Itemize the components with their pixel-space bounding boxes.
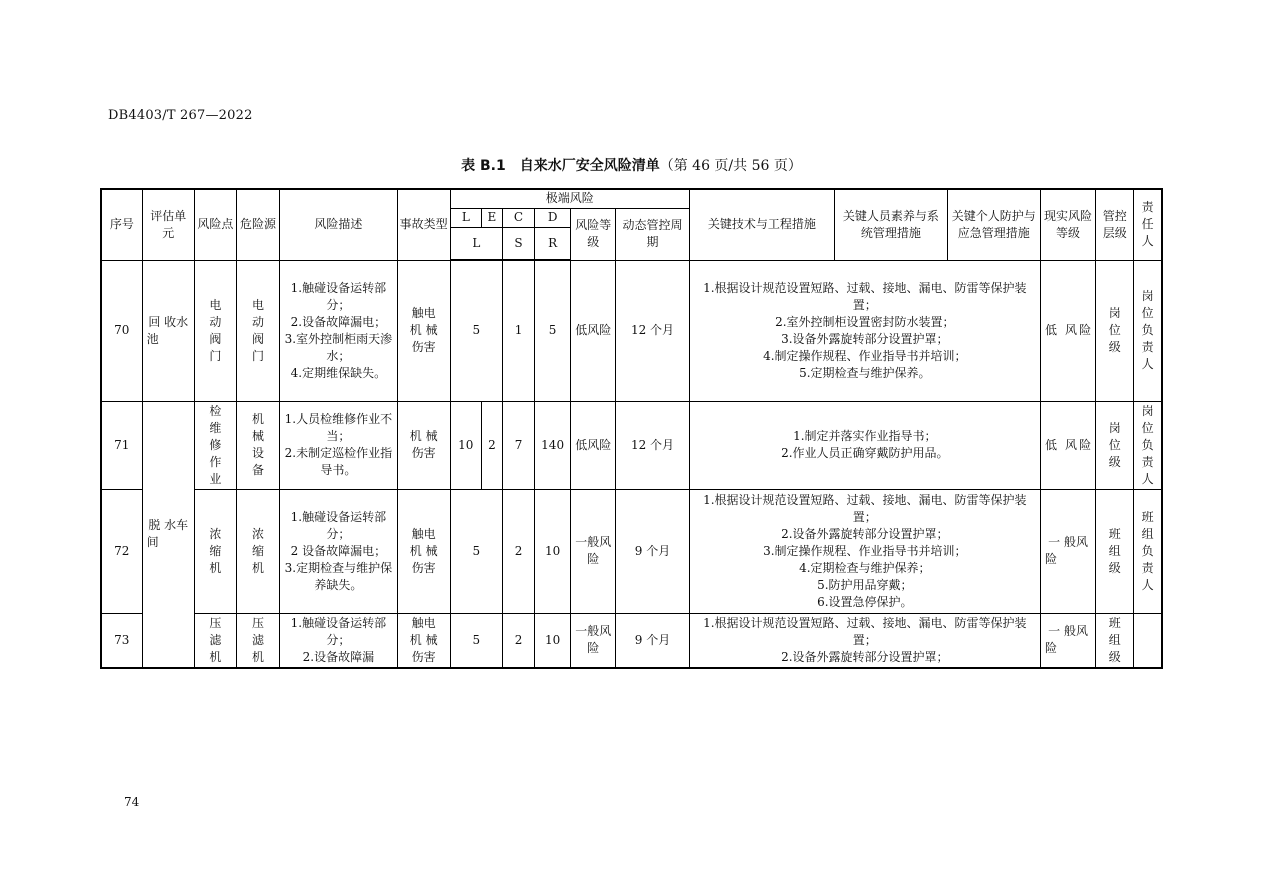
cell-line: 4.制定操作规程、作业指导书并培训； — [763, 348, 967, 363]
cell-D: 10 — [535, 489, 571, 613]
cell-description — [280, 260, 397, 401]
cell-line: 1.触碰设备运转部分； — [290, 509, 387, 541]
cell-responsible — [1134, 260, 1162, 401]
cell-E: 2 — [481, 401, 502, 489]
cell-line: 负 — [1141, 323, 1154, 337]
cell-line: 组 — [1141, 526, 1154, 541]
cell-actual-level: 低 风险 — [1040, 260, 1095, 401]
cell-line: 人 — [1141, 357, 1154, 371]
cell-D: 5 — [535, 260, 571, 401]
cell-measures — [689, 401, 1040, 489]
cell-line: 业 — [209, 471, 222, 486]
cell-L: 5 — [450, 489, 502, 613]
cell-accident-type — [397, 489, 450, 613]
cell-line: 机 械 — [409, 632, 438, 647]
header-E-top: E — [481, 208, 502, 227]
cell-line: 4.定期维保缺失。 — [290, 365, 387, 380]
cell-line: 3.设备外露旋转部分设置护罩； — [781, 331, 949, 346]
cell-line: 触电 — [411, 615, 436, 630]
cell-line: 1.根据设计规范设置短路、过载、接地、漏电、防雷等保护装置； — [703, 280, 1027, 312]
header-extreme-risk: 极端风险 — [450, 189, 689, 208]
header-responsible: 责任人 — [1134, 189, 1162, 260]
cell-hazard — [236, 260, 279, 401]
cell-line: 责 — [1141, 560, 1154, 575]
cell-line: 班 — [1108, 615, 1121, 630]
cell-line: 缩 — [252, 543, 265, 558]
table-title — [0, 155, 1263, 175]
cell-line: 机 — [209, 649, 222, 664]
cell-risk-point — [194, 489, 236, 613]
cell-line: 3.制定操作规程、作业指导书并培训； — [763, 543, 967, 558]
cell-line: 岗 — [1108, 420, 1121, 435]
cell-responsible — [1134, 401, 1162, 489]
header-L-bottom: L — [450, 227, 502, 260]
cell-line: 岗 — [1141, 403, 1154, 418]
cell-period: 9 个月 — [616, 489, 689, 613]
cell-line: 作 — [209, 454, 222, 469]
cell-line: 机 — [209, 560, 222, 575]
cell-line: 位 — [1141, 420, 1154, 435]
cell-line: 1.触碰设备运转部分； — [290, 615, 387, 647]
table-row — [101, 613, 1162, 668]
cell-period: 12 个月 — [616, 401, 689, 489]
cell-responsible — [1134, 489, 1162, 613]
header-protection-measures: 关键个人防护与应急管理措施 — [947, 189, 1040, 260]
cell-line: 滤 — [209, 632, 222, 647]
cell-line: 机 械 — [409, 429, 438, 443]
cell-seq: 72 — [101, 489, 142, 613]
cell-line: 1.根据设计规范设置短路、过载、接地、漏电、防雷等保护装置； — [703, 492, 1027, 524]
cell-line: 组 — [1108, 543, 1121, 558]
cell-risk-level: 一般风险 — [571, 613, 616, 668]
cell-line: 伤害 — [411, 560, 436, 575]
cell-line: 2 设备故障漏电； — [290, 543, 387, 558]
header-R-bottom: R — [535, 227, 571, 260]
cell-hazard — [236, 401, 279, 489]
cell-risk-point — [194, 613, 236, 668]
cell-line: 阀 — [252, 331, 265, 346]
cell-line: 负 — [1141, 437, 1154, 452]
cell-line: 2.设备外露旋转部分设置护罩； — [781, 526, 949, 541]
cell-line: 1.触碰设备运转部分； — [290, 280, 387, 312]
cell-line: 阀 — [209, 331, 222, 346]
cell-line: 维 — [209, 420, 222, 435]
cell-measures — [689, 489, 1040, 613]
header-dynamic-period: 动态管控周期 — [616, 208, 689, 260]
header-seq: 序号 — [101, 189, 142, 260]
cell-period: 9 个月 — [616, 613, 689, 668]
cell-line: 1.根据设计规范设置短路、过载、接地、漏电、防雷等保护装置； — [703, 615, 1027, 647]
cell-line: 电 — [252, 297, 265, 312]
cell-measures — [689, 613, 1040, 668]
cell-line: 机 — [252, 649, 265, 664]
cell-line: 级 — [1108, 560, 1121, 575]
cell-line: 动 — [252, 314, 265, 329]
cell-line: 滤 — [252, 632, 265, 647]
cell-description — [280, 613, 397, 668]
cell-line: 岗 — [1141, 289, 1154, 303]
header-description: 风险描述 — [280, 189, 397, 260]
cell-line: 2.设备故障漏电； — [290, 314, 387, 329]
cell-line: 班 — [1141, 509, 1154, 524]
cell-control-level — [1096, 489, 1134, 613]
cell-L: 5 — [450, 613, 502, 668]
cell-accident-type — [397, 613, 450, 668]
cell-line: 门 — [252, 348, 265, 363]
cell-L: 10 — [450, 401, 481, 489]
cell-line: 人 — [1141, 577, 1154, 592]
table-row — [101, 489, 1162, 613]
cell-line: 缩 — [209, 543, 222, 558]
cell-line: 1.人员检维修作业不当； — [284, 412, 393, 443]
cell-unit: 回 收水池 — [142, 260, 194, 401]
cell-line: 5.防护用品穿戴； — [817, 577, 913, 592]
cell-risk-point — [194, 401, 236, 489]
cell-line: 伤害 — [411, 649, 436, 664]
table-row — [101, 401, 1162, 489]
cell-line: 修 — [209, 437, 222, 452]
table-page-note: （第 46 页/共 56 页） — [659, 158, 802, 174]
cell-line: 2.室外控制柜设置密封防水装置； — [775, 314, 955, 329]
cell-actual-level: 一 般风险 — [1040, 489, 1095, 613]
header-personnel-measures: 关键人员素养与系统管理措施 — [835, 189, 947, 260]
cell-line: 检 — [209, 403, 222, 418]
cell-line: 械 — [252, 429, 265, 443]
header-control-level: 管控层级 — [1096, 189, 1134, 260]
cell-line: 机 — [252, 412, 265, 426]
cell-line: 责 — [1141, 454, 1154, 469]
cell-risk-level: 低风险 — [571, 260, 616, 401]
cell-C: 7 — [502, 401, 534, 489]
document-code: DB4403/T 267—2022 — [108, 108, 253, 123]
cell-line: 设 — [252, 446, 265, 460]
cell-control-level — [1096, 260, 1134, 401]
cell-control-level — [1096, 613, 1134, 668]
cell-seq: 71 — [101, 401, 142, 489]
cell-accident-type — [397, 401, 450, 489]
cell-risk-level: 一般风险 — [571, 489, 616, 613]
cell-line: 责 — [1141, 340, 1154, 354]
header-risk-level: 风险等级 — [571, 208, 616, 260]
cell-actual-level: 低 风险 — [1040, 401, 1095, 489]
cell-line: 触电 — [411, 306, 436, 320]
cell-line: 3.定期检查与维护保养缺失。 — [284, 560, 393, 592]
cell-line: 4.定期检查与维护保养； — [799, 560, 931, 575]
cell-C: 2 — [502, 489, 534, 613]
cell-unit: 脱 水车间 — [142, 401, 194, 668]
cell-line: 机 械 — [409, 543, 438, 558]
cell-L: 5 — [450, 260, 502, 401]
page-number: 74 — [124, 795, 140, 809]
header-actual-level: 现实风险等级 — [1040, 189, 1095, 260]
cell-seq: 70 — [101, 260, 142, 401]
cell-period: 12 个月 — [616, 260, 689, 401]
cell-line: 机 械 — [409, 323, 438, 337]
cell-hazard — [236, 613, 279, 668]
cell-actual-level: 一 般风险 — [1040, 613, 1095, 668]
cell-line: 2.未制定巡检作业指导书。 — [284, 446, 393, 477]
header-tech-measures: 关键技术与工程措施 — [689, 189, 835, 260]
cell-risk-point — [194, 260, 236, 401]
cell-line: 3.室外控制柜雨天渗水； — [284, 331, 393, 363]
cell-line: 负 — [1141, 543, 1154, 558]
cell-responsible — [1134, 613, 1162, 668]
header-S-bottom: S — [502, 227, 534, 260]
cell-C: 2 — [502, 613, 534, 668]
cell-line: 级 — [1108, 454, 1121, 469]
header-L-top: L — [450, 208, 481, 227]
cell-risk-level: 低风险 — [571, 401, 616, 489]
cell-D: 140 — [535, 401, 571, 489]
header-C-top: C — [502, 208, 534, 227]
cell-line: 2.设备故障漏 — [302, 649, 375, 664]
cell-line: 人 — [1141, 471, 1154, 486]
cell-line: 6.设置急停保护。 — [817, 594, 913, 609]
cell-line: 位 — [1108, 323, 1121, 337]
cell-line: 机 — [252, 560, 265, 575]
cell-line: 级 — [1108, 649, 1121, 664]
cell-D: 10 — [535, 613, 571, 668]
table-row — [101, 260, 1162, 401]
cell-line: 组 — [1108, 632, 1121, 647]
header-hazard: 危险源 — [236, 189, 279, 260]
cell-line: 电 — [209, 297, 222, 312]
cell-line: 触电 — [411, 526, 436, 541]
cell-line: 级 — [1108, 340, 1121, 354]
header-accident-type: 事故类型 — [397, 189, 450, 260]
header-D-top: D — [535, 208, 571, 227]
cell-line: 伤害 — [411, 340, 436, 354]
risk-table — [100, 188, 1163, 669]
cell-line: 位 — [1108, 437, 1121, 452]
cell-line: 5.定期检查与维护保养。 — [799, 365, 931, 380]
cell-line: 压 — [252, 615, 265, 630]
cell-description — [280, 401, 397, 489]
cell-line: 浓 — [252, 526, 265, 541]
cell-accident-type — [397, 260, 450, 401]
table-title-text: 表 B.1 自来水厂安全风险清单 — [461, 158, 660, 174]
cell-line: 班 — [1108, 526, 1121, 541]
cell-line: 2.设备外露旋转部分设置护罩； — [781, 649, 949, 664]
cell-seq: 73 — [101, 613, 142, 668]
cell-line: 岗 — [1108, 306, 1121, 320]
cell-line: 动 — [209, 314, 222, 329]
cell-line: 位 — [1141, 306, 1154, 320]
cell-line: 1.制定并落实作业指导书； — [793, 429, 937, 443]
cell-line: 浓 — [209, 526, 222, 541]
cell-line: 备 — [252, 463, 265, 477]
cell-line: 2.作业人员正确穿戴防护用品。 — [781, 446, 949, 460]
header-unit: 评估单元 — [142, 189, 194, 260]
cell-line: 伤害 — [411, 446, 436, 460]
header-risk-point: 风险点 — [194, 189, 236, 260]
cell-line: 门 — [209, 348, 222, 363]
cell-control-level — [1096, 401, 1134, 489]
cell-measures — [689, 260, 1040, 401]
cell-line: 压 — [209, 615, 222, 630]
cell-C: 1 — [502, 260, 534, 401]
cell-description — [280, 489, 397, 613]
cell-hazard — [236, 489, 279, 613]
